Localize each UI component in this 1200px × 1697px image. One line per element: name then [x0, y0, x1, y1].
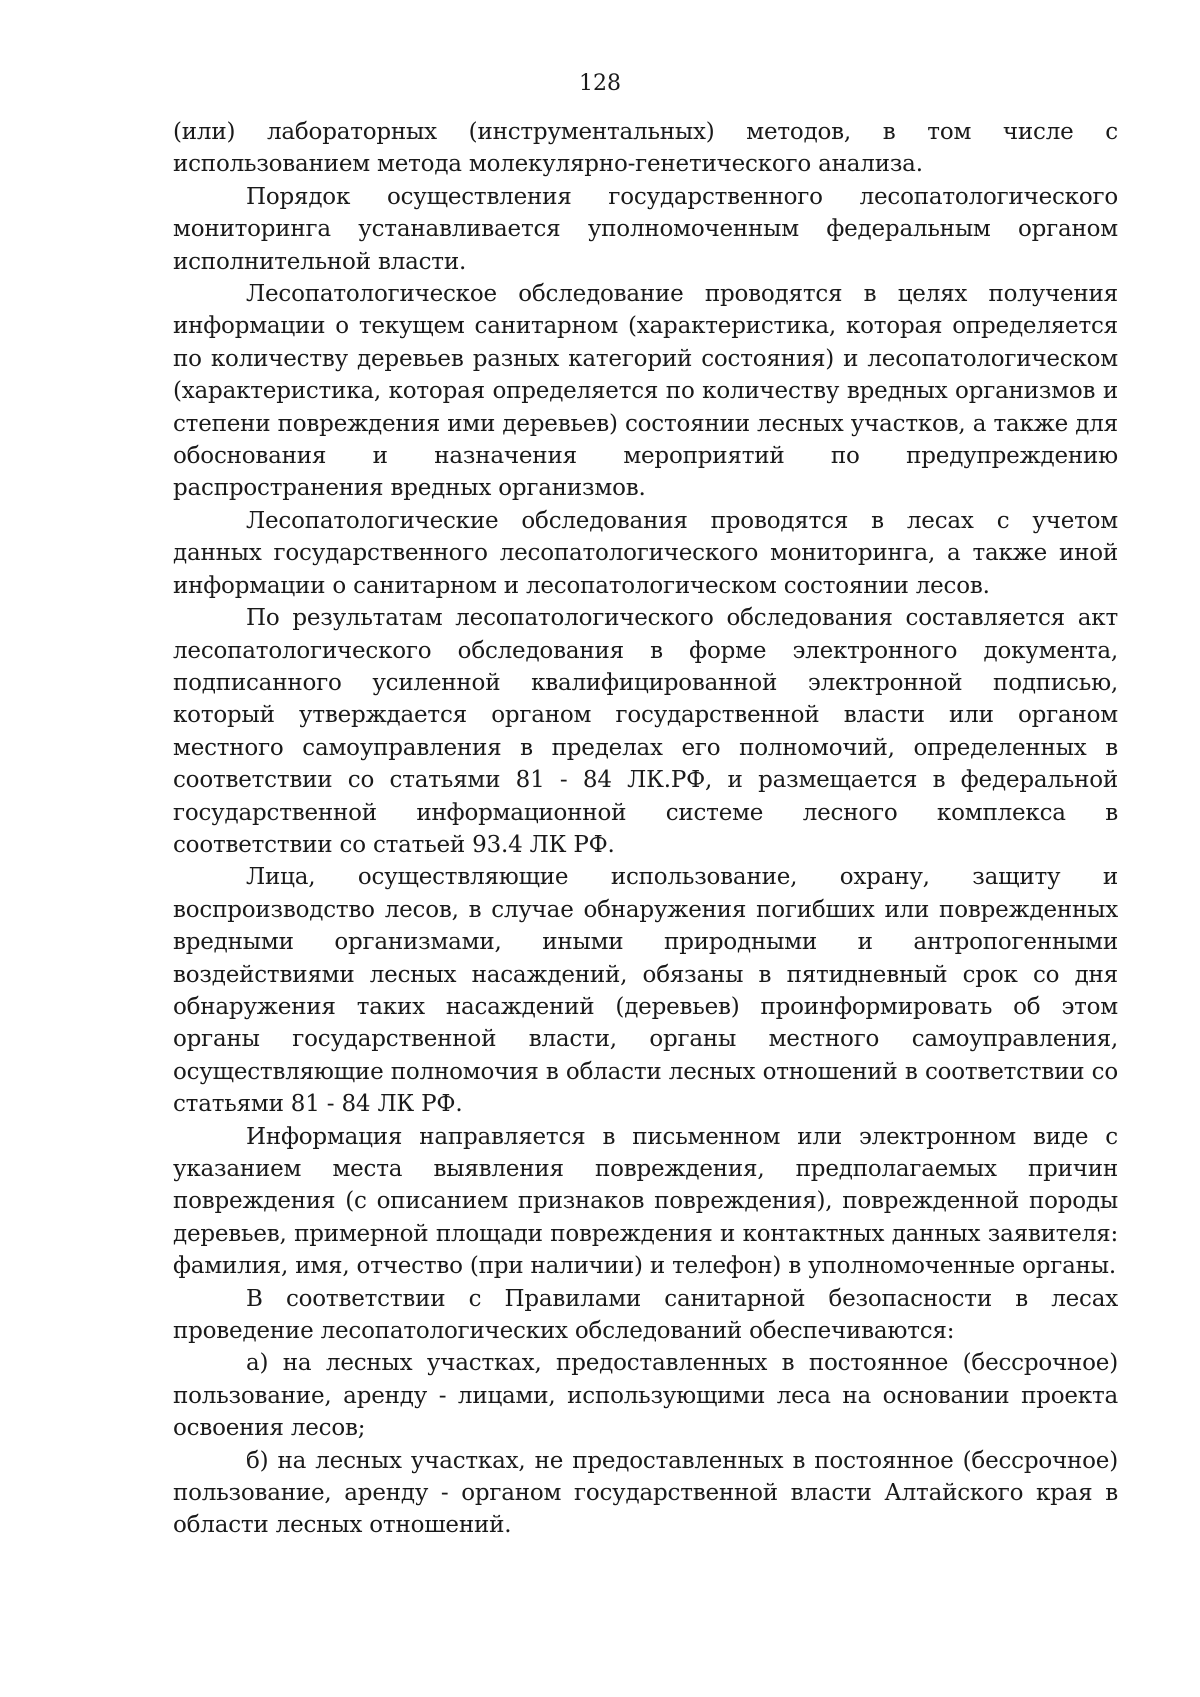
paragraph: Порядок осуществления государственного лесопатологического мониторинга устанавливается уполномоченным федеральным органом исполнительной власти. — [173, 183, 1118, 275]
list-item-b: б) на лесных участках, не предоставленных в постоянное (бессрочное) пользование, аренду - органом государственной власти Алтайского края в области лесных отношений. — [173, 1447, 1118, 1539]
paragraph: Информация направляется в письменном или электронном виде с указанием места выявления повреждения, предполагаемых причин повреждения (с описанием признаков повреждения), поврежденной породы деревьев, примерной площади повреждения и контактных данных заявителя: фамилия, имя, отчество (при наличии) и телефон) в уполномоченные органы. — [173, 1123, 1118, 1280]
paragraph: Лесопатологическое обследование проводятся в целях получения информации о текущем санитарном (характеристика, которая определяется по количеству деревьев разных категорий состояния) и лесопатологическом (характеристика, которая определяется по количеству вредных организмов и степени повреждения ими деревьев) состоянии лесных участков, а также для обоснования и назначения мероприятий по предупреждению распространения вредных организмов. — [173, 281, 1118, 502]
document-body — [173, 116, 1118, 1542]
paragraph: Лица, осуществляющие использование, охрану, защиту и воспроизводство лесов, в случае обнаружения погибших или поврежденных вредными организмами, иными природными и антропогенными воздействиями лесных насаждений, обязаны в пятидневный срок со дня обнаружения таких насаждений (деревьев) проинформировать об этом органы государственной власти, органы местного самоуправления, осуществляющие полномочия в области лесных отношений в соответствии со статьями 81 - 84 ЛК РФ. — [173, 864, 1118, 1118]
list-item-a: а) на лесных участках, предоставленных в постоянное (бессрочное) пользование, аренду - лицами, использующими леса на основании проекта освоения лесов; — [173, 1350, 1118, 1442]
paragraph: (или) лабораторных (инструментальных) методов, в том числе с использованием метода молекулярно-генетического анализа. — [173, 119, 1118, 178]
paragraph: По результатам лесопатологического обследования составляется акт лесопатологического обследования в форме электронного документа, подписанного усиленной квалифицированной электронной подписью, который утверждается органом государственной власти или органом местного самоуправления в пределах его полномочий, определенных в соответствии со статьями 81 - 84 ЛК.РФ, и размещается в федеральной государственной информационной системе лесного комплекса в соответствии со статьей 93.4 ЛК РФ. — [173, 605, 1118, 858]
page-number: 128 — [579, 71, 621, 96]
paragraph: В соответствии с Правилами санитарной безопасности в лесах проведение лесопатологических обследований обеспечиваются: — [173, 1285, 1118, 1345]
paragraph: Лесопатологические обследования проводятся в лесах с учетом данных государственного лесопатологического мониторинга, а также иной информации о санитарном и лесопатологическом состоянии лесов. — [173, 507, 1118, 599]
